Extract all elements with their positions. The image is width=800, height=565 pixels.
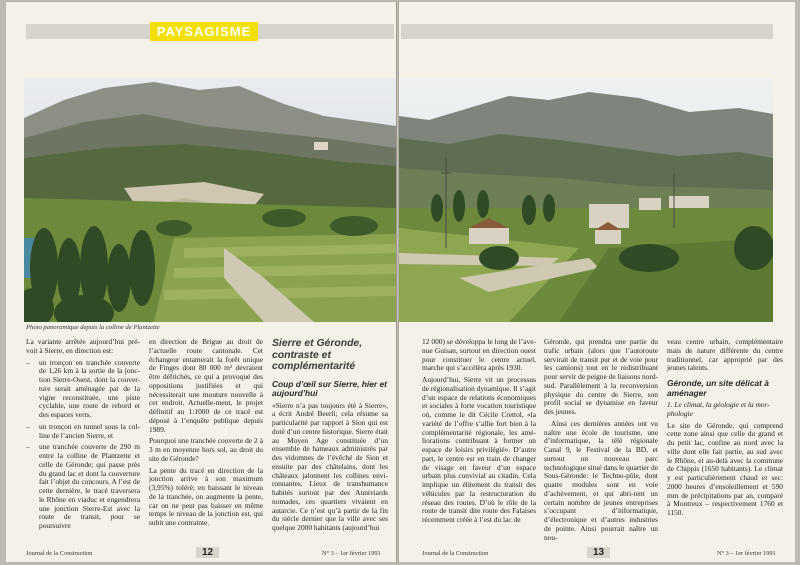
paragraph: La variante arrêtée aujourd’hui pré-voit à Sierre, en direction est: [26, 337, 140, 355]
left-column-3 [272, 338, 388, 536]
panorama-photo-right [399, 78, 773, 322]
paragraph: «Sierre n’a pas toujours été à Sierre», a écrit André Beerli; cela résume sa particularité par rapport à Sion qui est doté d’un centre historique. Sierre était au Moyen Age constituée d’un ensemble de hameaux administrés par des vidomnes de l’évêché de Sion et ensuite par des châtelains, dont les châteaux jalonnent les collines envi-ronnantes. Lieux de transhumance habités surtout par des Anniviards nomades, ces quartiers vivaient en autarcie. Ce n’est qu’à partir de la fin du siècle dernier que la ville avec ses quelque 2000 habitants (aujourd’hui [272, 400, 388, 533]
publication-name: Journal de la Construction [422, 550, 489, 557]
list-item: – un tronçon en tunnel sous la col-line de l’ancien Sierre, et [26, 421, 140, 440]
paragraph: Aujourd’hui, Sierre vit un processus de régionalisation dynamique. Il s’agit d’un espace de relations économiques et sociales à forte vocation touristique où, comme le dit Cécile Crettol, «la variété de l’offre s’allie fort bien à la complémentarité régionale, les amé-liorations contribuant à former un espace de loisirs privilégié». D’autre part, le centre est en train de changer de visage en faveur d’un espace urbain plus convivial au citadin. Cela implique un élitement du transit des véhicules par la restructuration du réseau des routes. D’où le rôle de la route de transit dite route des Falaises récemment créée à l’est du lac de [422, 375, 536, 524]
page-number: 12 [196, 547, 219, 558]
list-item-text: une tranchée couverte de 290 m entre la colline de Plantzette et celle de Géronde; qui passe près du grand lac et dont la couverture fait l’objet du concours. A l’est de cette dernière, le tracé traversera le Rhône en viaduc et engendrera une jonction Sierre-Est avec la route de transit, pour se poursuivre [39, 442, 140, 530]
list-item-text: un tronçon en tranchée couverte de 1,26 km à la sortie de la jonc-tion Sierre-Ouest, dont la couver-ture serait aménagée par de la vigne reconstituée, une piste cyclable, une route de rebord et des espaces verts. [39, 357, 140, 419]
list-item: – une tranchée couverte de 290 m entre la colline de Plantzette et celle de Géronde; qui passe près du grand lac et dont la couverture fait l’objet du concours. A l’est de cette dernière, le tracé traversera le Rhône en viaduc et engendrera une jonction Sierre-Est avec la route de transit, pour se poursuivre [26, 442, 140, 530]
left-column-1 [26, 338, 140, 534]
issue-date: N° 3 – 1er février 1991 [717, 550, 776, 557]
right-column-3 [667, 338, 783, 521]
right-page [399, 2, 795, 562]
section-header-bar [401, 24, 773, 39]
section-headline: Sierre et Géronde, contraste et complémentarité [272, 338, 363, 372]
issue-date: N° 3 – 1er février 1991 [322, 550, 381, 557]
paragraph: Pourquoi une tranchée couverte de 2 à 3 m en moyenne hors sol, au droit du site de Géronde? [149, 436, 263, 463]
section-headline: Géronde, un site délicat à aménager [667, 378, 769, 398]
subheading: Coup d’œil sur Sierre, hier et aujourd’hui [272, 378, 387, 399]
list-item: – un tronçon en tranchée couverte de 1,26 km à la sortie de la jonc-tion Sierre-Ouest, dont la couver-ture serait aménagée par de la vigne reconstituée, une piste cyclable, une route de rebord et des espaces verts. [26, 357, 140, 419]
paragraph: Géronde, qui prendra une partie du trafic urbain (alors que l’autoroute servirait de transit pur et de voie pour les camions) tout en le redistribuant pour servir de peigne de liaisons nord-sud. Parallèlement à la reconversion physique du centre de Sierre, son profil social se dynamise en faveur des jeunes. [544, 337, 658, 416]
list-item-text: un tronçon en tunnel sous la col-line de l’ancien Sierre, et [39, 421, 140, 440]
paragraph: Le site de Géronde, qui comprend cette zone ainsi que celle du grand et du petit lac, confine au nord avec la ville dont elle fait partie, au sud avec le Rhône, et au-delà avec la commune de Chippis (1650 habitants). Le climat y est particulièrement chaud et sec: 2000 heures d’ensoleillement et 590 mm de précipitations par an, comparé à Montreux – respectivement 1760 et 1150. [667, 420, 783, 518]
left-page [6, 2, 396, 562]
photo-caption: Photo panoramique depuis la colline de Plantzette [26, 324, 160, 331]
panorama-photo-left [24, 78, 396, 322]
subheading: 1. Le climat, la géologie et la mor-phologie [667, 400, 770, 418]
paragraph: Ainsi ces dernières années ont vu naître une école de tourisme, une d’informatique, la télé régionale Canal 9, le Festival de la BD, et surtout un nouveau parc technologique situé dans le quartier de Sous-Géronde: le Techno-pôle, dont quatre modules sont en voie d’achèvement, et qui abri-tent un certain nombre de jeunes entreprises s’occupant d’informatique, d’électronique et d’autres industries de pointe. Ainsi pourrait naître un nou- [544, 418, 658, 542]
left-column-2 [149, 338, 263, 531]
publication-name: Journal de la Construction [26, 550, 93, 557]
page-number: 13 [587, 547, 610, 558]
paragraph: en direction de Brigue au droit de l’actuelle route cantonale. Cet échangeur entamerait la forêt unique de Finges dont 80 000 m² devraient être défrichés, ce qui a provoqué des oppositions justifiées et qui nécessiterait une mouture nouvelle à cet endroit. Actuelle-ment, le projet définitif au 1:1000 de ce tracé est déposé à l’enquête publique depuis 1989. [149, 337, 263, 434]
section-title: PAYSAGISME [150, 22, 258, 41]
paragraph: 12 000) se développa le long de l’ave-nue Guisan, surtout en direction ouest pour constituer le centre actuel, marche qui s’accélèra après 1930. [422, 337, 536, 373]
paragraph: La pente du tracé en direction de la jonction arrive à son maximum (3,95%) toléré; en baissant le niveau de la tranchée, on augmente la pente, car on ne peut pas baisser en même temps le niveau de la jonction est, qui subit une contrainte. [149, 465, 263, 527]
right-column-1 [422, 338, 536, 528]
right-column-2 [544, 338, 658, 545]
paragraph: veau centre urbain, complémentaire mais de nature différente du centre traditionnel, car approprié par des jeunes talents. [667, 337, 783, 373]
